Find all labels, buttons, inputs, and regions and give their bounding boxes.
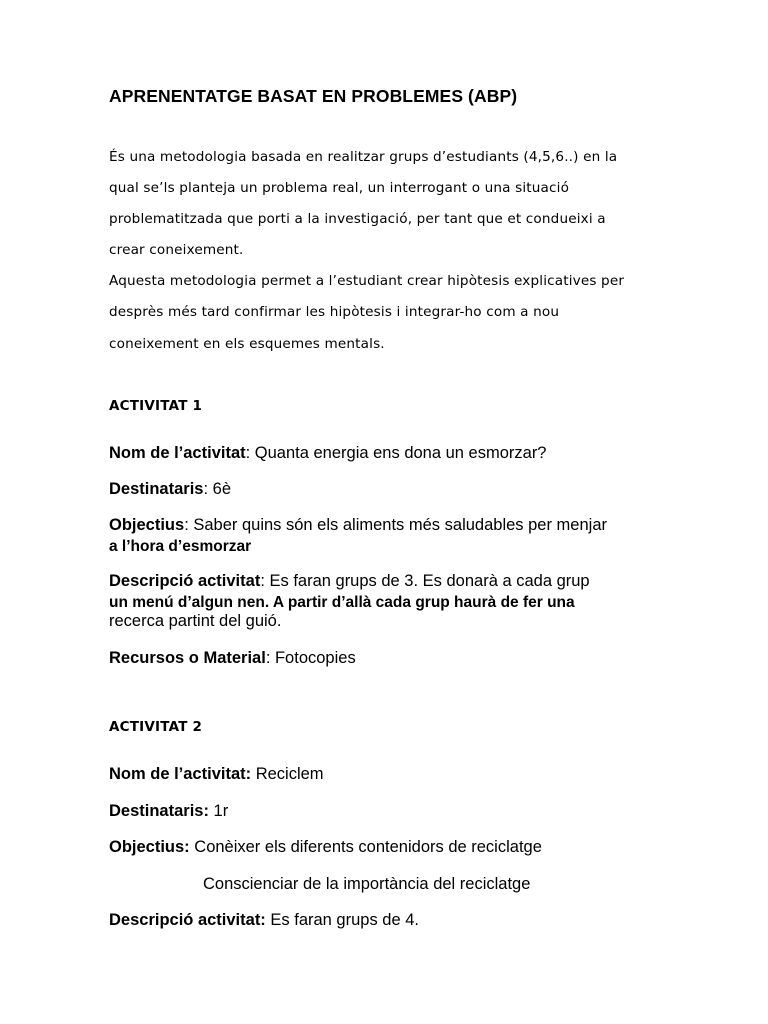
activity-1-description-line-3: recerca partint del guió. (109, 612, 282, 630)
activity-2-objectives-continuation: Conscienciar de la importància del reciclatge (203, 875, 531, 893)
activity-1-objectives-field (109, 516, 607, 535)
activity-1-target-label: Destinataris (109, 480, 204, 498)
activity-1-objectives-value: : Saber quins són els aliments més saludables per menjar (184, 516, 607, 534)
activity-1-description-label: Descripció activitat (109, 572, 261, 590)
activity-2-name-label: Nom de l’activitat: (109, 765, 252, 783)
activity-1-objectives-continuation: a l’hora d’esmorzar (109, 538, 252, 555)
activity-1-target-value: : 6è (203, 480, 231, 498)
activity-1-description-value: : Es faran grups de 3. Es donarà a cada grup (260, 572, 590, 590)
activity-1-description-line-2: un menú d’algun nen. A partir d’allà cada grup haurà de fer una (109, 594, 575, 611)
intro-line-4: crear coneixement. (109, 242, 244, 258)
intro-line-3: problematitzada que porti a la investigació, per tant que et condueixi a (109, 211, 606, 227)
intro-line-7: coneixement en els esquemes mentals. (109, 336, 385, 352)
activity-2-name-field (109, 765, 324, 784)
activity-1-heading: ACTIVITAT 1 (109, 398, 203, 414)
activity-2-objectives-label: Objectius: (109, 838, 190, 856)
intro-line-6: desprès més tard confirmar les hipòtesis i integrar-ho com a nou (109, 304, 560, 320)
activity-2-description-label: Descripció activitat: (109, 911, 266, 929)
activity-2-description-value: Es faran grups de 4. (265, 911, 419, 929)
activity-1-name-value: : Quanta energia ens dona un esmorzar? (245, 444, 547, 462)
activity-2-target-field (109, 802, 228, 821)
activity-1-resources-value: : Fotocopies (265, 649, 356, 667)
activity-1-description-field (109, 572, 590, 591)
intro-line-2: qual se’ls planteja un problema real, un interrogant o una situació (109, 180, 570, 196)
intro-line-5: Aquesta metodologia permet a l’estudiant crear hipòtesis explicatives per (109, 273, 625, 289)
activity-1-resources-label: Recursos o Material (109, 649, 266, 667)
activity-1-target-field (109, 480, 231, 499)
activity-2-target-value: 1r (208, 802, 229, 820)
activity-2-heading: ACTIVITAT 2 (109, 719, 203, 735)
activity-2-target-label: Destinataris: (109, 802, 209, 820)
document-title: APRENENTATGE BASAT EN PROBLEMES (ABP) (109, 86, 518, 106)
activity-1-name-field (109, 444, 546, 463)
activity-1-resources-field (109, 649, 356, 668)
activity-1-name-label: Nom de l’activitat (109, 444, 246, 462)
activity-2-description-field (109, 911, 419, 930)
intro-line-1: És una metodologia basada en realitzar grups d’estudiants (4,5,6..) en la (109, 149, 618, 165)
activity-2-objectives-field (109, 838, 542, 857)
activity-1-objectives-label: Objectius (109, 516, 185, 534)
activity-2-objectives-value: Conèixer els diferents contenidors de reciclatge (189, 838, 542, 856)
activity-2-name-value: Reciclem (251, 765, 324, 783)
